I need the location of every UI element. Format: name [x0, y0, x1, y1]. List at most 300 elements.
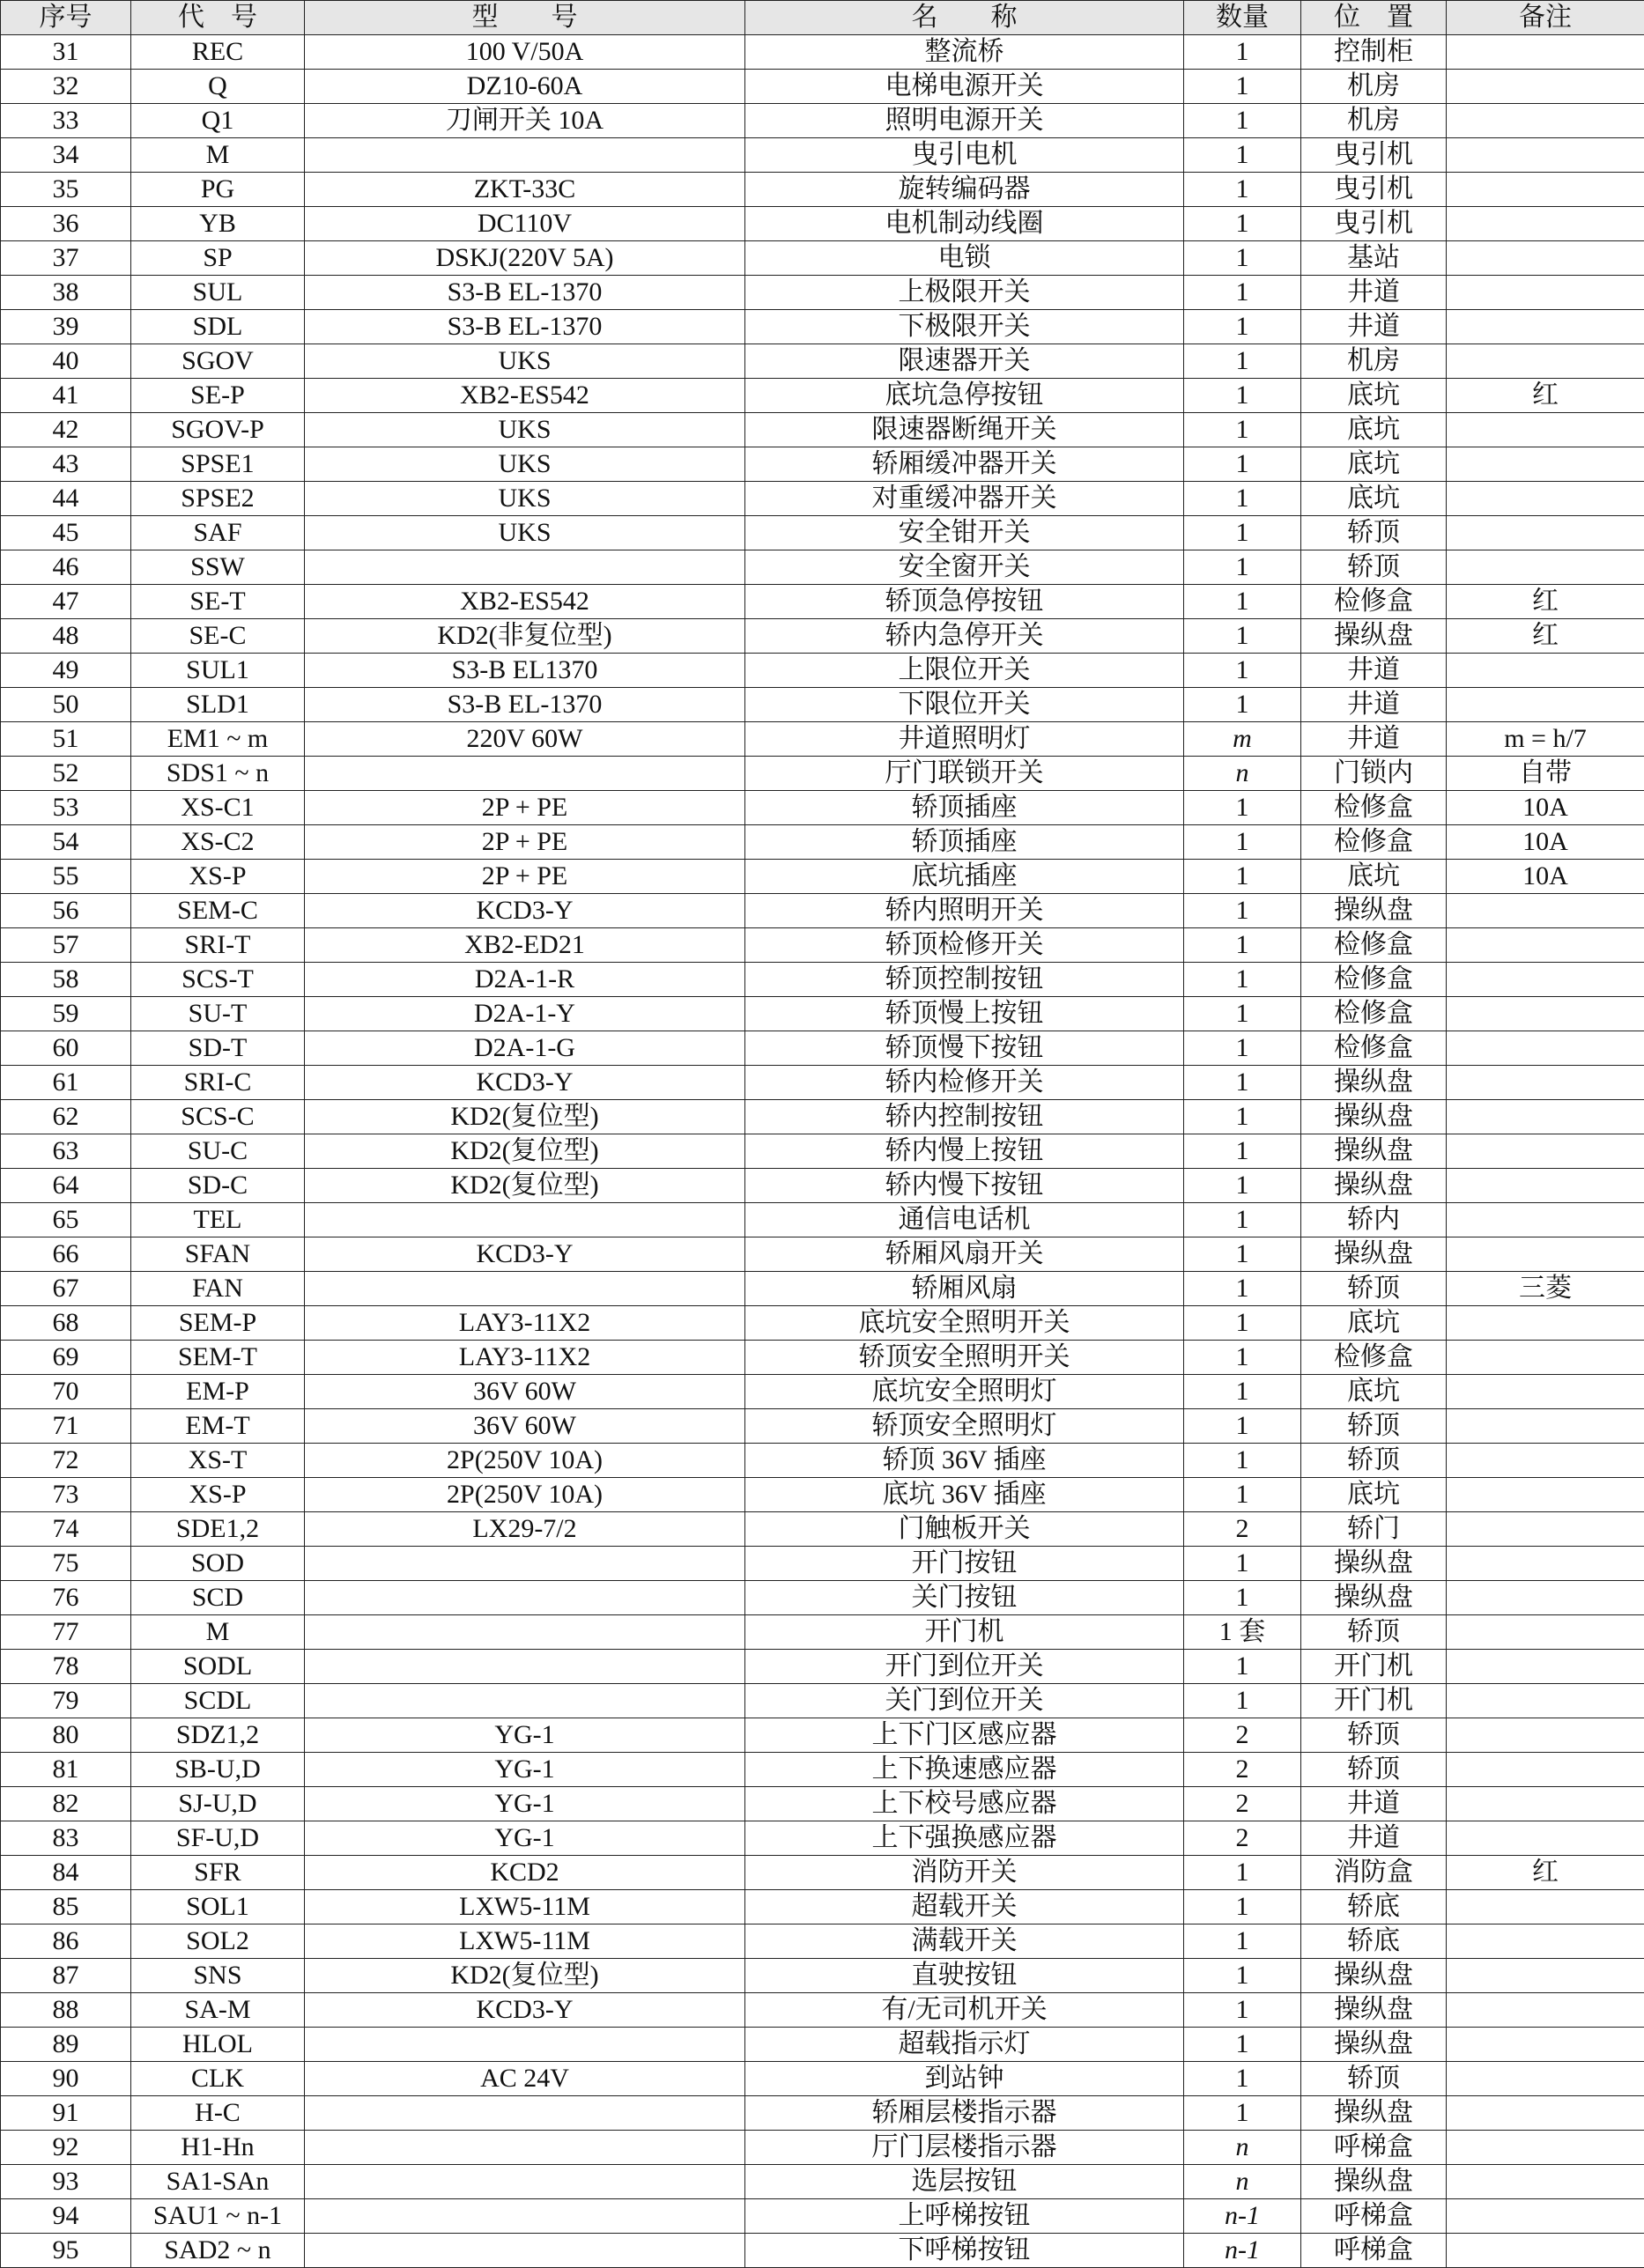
- row-index: 76: [1, 1581, 131, 1615]
- table-row: [1, 1478, 1644, 1512]
- row-quantity: 1: [1184, 1547, 1301, 1581]
- row-quantity: 1: [1184, 585, 1301, 619]
- row-quantity: 1: [1184, 1237, 1301, 1272]
- table-row: [1, 413, 1644, 447]
- row-code: Q1: [131, 104, 305, 138]
- row-remark: [1447, 35, 1644, 70]
- row-name: 底坑安全照明灯: [745, 1375, 1184, 1409]
- row-name: 安全钳开关: [745, 516, 1184, 550]
- row-remark: 红: [1447, 619, 1644, 654]
- row-model: KCD3-Y: [305, 1066, 745, 1100]
- row-model: 36V 60W: [305, 1375, 745, 1409]
- row-name: 旋转编码器: [745, 173, 1184, 207]
- row-quantity: 1: [1184, 1444, 1301, 1478]
- row-quantity: 1: [1184, 894, 1301, 928]
- row-model: D2A-1-R: [305, 963, 745, 997]
- row-location: 底坑: [1301, 1306, 1447, 1341]
- row-quantity: n: [1184, 757, 1301, 791]
- row-location: 操纵盘: [1301, 2028, 1447, 2062]
- row-code: SDE1,2: [131, 1512, 305, 1547]
- row-location: 操纵盘: [1301, 894, 1447, 928]
- row-name: 门触板开关: [745, 1512, 1184, 1547]
- row-model: 36V 60W: [305, 1409, 745, 1444]
- row-location: 控制柜: [1301, 35, 1447, 70]
- row-remark: 红: [1447, 1856, 1644, 1890]
- row-code: EM-T: [131, 1409, 305, 1444]
- row-location: 机房: [1301, 344, 1447, 379]
- row-index: 66: [1, 1237, 131, 1272]
- row-code: SU-C: [131, 1134, 305, 1169]
- row-code: SDS1 ~ n: [131, 757, 305, 791]
- row-name: 底坑安全照明开关: [745, 1306, 1184, 1341]
- row-location: 轿顶: [1301, 2062, 1447, 2096]
- row-location: 呼梯盒: [1301, 2234, 1447, 2268]
- row-name: 轿内急停开关: [745, 619, 1184, 654]
- row-code: CLK: [131, 2062, 305, 2096]
- row-name: 关门按钮: [745, 1581, 1184, 1615]
- row-location: 井道: [1301, 654, 1447, 688]
- row-quantity: 1: [1184, 1203, 1301, 1237]
- row-model: LX29-7/2: [305, 1512, 745, 1547]
- row-model: YG-1: [305, 1718, 745, 1753]
- row-code: SOL1: [131, 1890, 305, 1924]
- table-row: [1, 207, 1644, 241]
- row-name: 轿顶插座: [745, 825, 1184, 860]
- row-name: 上下强换感应器: [745, 1821, 1184, 1856]
- row-model: [305, 1615, 745, 1650]
- table-row: [1, 2199, 1644, 2234]
- row-index: 52: [1, 757, 131, 791]
- row-remark: [1447, 1375, 1644, 1409]
- row-index: 68: [1, 1306, 131, 1341]
- table-row: [1, 1615, 1644, 1650]
- row-name: 电机制动线圈: [745, 207, 1184, 241]
- row-model: LAY3-11X2: [305, 1341, 745, 1375]
- row-code: SB-U,D: [131, 1753, 305, 1787]
- row-index: 55: [1, 860, 131, 894]
- table-row: [1, 1753, 1644, 1787]
- row-name: 轿厢缓冲器开关: [745, 447, 1184, 482]
- row-remark: 10A: [1447, 791, 1644, 825]
- row-code: SPSE2: [131, 482, 305, 516]
- row-location: 操纵盘: [1301, 2096, 1447, 2131]
- header-model: 型 号: [305, 1, 745, 35]
- row-location: 门锁内: [1301, 757, 1447, 791]
- table-row: [1, 1512, 1644, 1547]
- row-location: 消防盒: [1301, 1856, 1447, 1890]
- row-remark: [1447, 241, 1644, 276]
- row-quantity: 1: [1184, 276, 1301, 310]
- row-remark: m = h/7: [1447, 722, 1644, 757]
- row-index: 46: [1, 550, 131, 585]
- table-row: [1, 1924, 1644, 1959]
- row-model: 刀闸开关 10A: [305, 104, 745, 138]
- row-name: 限速器断绳开关: [745, 413, 1184, 447]
- row-name: 底坑急停按钮: [745, 379, 1184, 413]
- row-model: S3-B EL-1370: [305, 688, 745, 722]
- row-index: 72: [1, 1444, 131, 1478]
- row-model: [305, 2199, 745, 2234]
- row-remark: [1447, 2234, 1644, 2268]
- row-quantity: 1: [1184, 310, 1301, 344]
- row-code: XS-P: [131, 860, 305, 894]
- row-index: 70: [1, 1375, 131, 1409]
- row-index: 32: [1, 70, 131, 104]
- table-row: [1, 1856, 1644, 1890]
- row-code: SCDL: [131, 1684, 305, 1718]
- row-model: 2P(250V 10A): [305, 1478, 745, 1512]
- header-name: 名 称: [745, 1, 1184, 35]
- table-row: [1, 310, 1644, 344]
- row-model: KD2(复位型): [305, 1169, 745, 1203]
- row-model: D2A-1-G: [305, 1031, 745, 1066]
- row-model: 2P(250V 10A): [305, 1444, 745, 1478]
- row-name: 轿内控制按钮: [745, 1100, 1184, 1134]
- table-row: [1, 1375, 1644, 1409]
- row-location: 底坑: [1301, 1375, 1447, 1409]
- row-code: SFR: [131, 1856, 305, 1890]
- row-location: 机房: [1301, 70, 1447, 104]
- row-remark: [1447, 1890, 1644, 1924]
- row-model: KCD3-Y: [305, 1237, 745, 1272]
- row-index: 31: [1, 35, 131, 70]
- row-location: 检修盒: [1301, 1341, 1447, 1375]
- row-quantity: 1: [1184, 963, 1301, 997]
- row-location: 井道: [1301, 276, 1447, 310]
- row-model: [305, 2028, 745, 2062]
- row-location: 开门机: [1301, 1684, 1447, 1718]
- row-remark: [1447, 928, 1644, 963]
- table-row: [1, 1650, 1644, 1684]
- row-remark: [1447, 1753, 1644, 1787]
- row-remark: [1447, 516, 1644, 550]
- row-quantity: 1: [1184, 550, 1301, 585]
- row-model: [305, 1547, 745, 1581]
- table-row: [1, 688, 1644, 722]
- row-remark: [1447, 1547, 1644, 1581]
- row-name: 超载开关: [745, 1890, 1184, 1924]
- row-code: SDL: [131, 310, 305, 344]
- row-location: 曳引机: [1301, 138, 1447, 173]
- row-name: 轿顶慢下按钮: [745, 1031, 1184, 1066]
- table-row: [1, 482, 1644, 516]
- row-index: 94: [1, 2199, 131, 2234]
- row-location: 轿顶: [1301, 1444, 1447, 1478]
- row-index: 38: [1, 276, 131, 310]
- row-code: XS-C1: [131, 791, 305, 825]
- row-remark: [1447, 207, 1644, 241]
- table-row: [1, 35, 1644, 70]
- row-code: SSW: [131, 550, 305, 585]
- row-model: [305, 550, 745, 585]
- row-model: [305, 1581, 745, 1615]
- row-model: [305, 2131, 745, 2165]
- table-row: [1, 1237, 1644, 1272]
- table-row: [1, 1306, 1644, 1341]
- row-model: LXW5-11M: [305, 1890, 745, 1924]
- row-location: 底坑: [1301, 860, 1447, 894]
- row-model: S3-B EL-1370: [305, 310, 745, 344]
- row-name: 轿内照明开关: [745, 894, 1184, 928]
- row-remark: 红: [1447, 585, 1644, 619]
- row-quantity: 2: [1184, 1512, 1301, 1547]
- row-name: 对重缓冲器开关: [745, 482, 1184, 516]
- row-location: 检修盒: [1301, 1031, 1447, 1066]
- row-model: 2P + PE: [305, 791, 745, 825]
- row-location: 井道: [1301, 1821, 1447, 1856]
- row-quantity: 1: [1184, 928, 1301, 963]
- row-remark: [1447, 963, 1644, 997]
- row-location: 呼梯盒: [1301, 2131, 1447, 2165]
- row-model: DSKJ(220V 5A): [305, 241, 745, 276]
- row-location: 轿顶: [1301, 550, 1447, 585]
- row-location: 轿底: [1301, 1890, 1447, 1924]
- table-row: [1, 894, 1644, 928]
- row-code: Q: [131, 70, 305, 104]
- row-remark: [1447, 70, 1644, 104]
- row-name: 轿顶 36V 插座: [745, 1444, 1184, 1478]
- table-row: [1, 1993, 1644, 2028]
- row-remark: [1447, 1100, 1644, 1134]
- row-index: 69: [1, 1341, 131, 1375]
- row-code: SPSE1: [131, 447, 305, 482]
- row-location: 操纵盘: [1301, 1066, 1447, 1100]
- row-index: 41: [1, 379, 131, 413]
- row-remark: [1447, 1169, 1644, 1203]
- row-index: 64: [1, 1169, 131, 1203]
- row-remark: [1447, 1341, 1644, 1375]
- table-row: [1, 1066, 1644, 1100]
- row-index: 74: [1, 1512, 131, 1547]
- row-index: 53: [1, 791, 131, 825]
- row-quantity: 1: [1184, 654, 1301, 688]
- row-model: 2P + PE: [305, 825, 745, 860]
- row-location: 轿门: [1301, 1512, 1447, 1547]
- row-code: SDZ1,2: [131, 1718, 305, 1753]
- row-index: 61: [1, 1066, 131, 1100]
- row-remark: [1447, 482, 1644, 516]
- row-quantity: 1: [1184, 1134, 1301, 1169]
- table-row: [1, 585, 1644, 619]
- header-location: 位 置: [1301, 1, 1447, 35]
- row-code: XS-P: [131, 1478, 305, 1512]
- row-code: SEM-P: [131, 1306, 305, 1341]
- row-name: 厅门层楼指示器: [745, 2131, 1184, 2165]
- row-location: 操纵盘: [1301, 1993, 1447, 2028]
- row-index: 90: [1, 2062, 131, 2096]
- table-row: [1, 963, 1644, 997]
- row-location: 基站: [1301, 241, 1447, 276]
- row-remark: [1447, 2199, 1644, 2234]
- row-name: 轿内慢下按钮: [745, 1169, 1184, 1203]
- table-row: [1, 1684, 1644, 1718]
- row-name: 轿顶急停按钮: [745, 585, 1184, 619]
- row-model: AC 24V: [305, 2062, 745, 2096]
- row-index: 34: [1, 138, 131, 173]
- row-remark: [1447, 1478, 1644, 1512]
- row-remark: [1447, 1924, 1644, 1959]
- row-code: SP: [131, 241, 305, 276]
- row-remark: [1447, 447, 1644, 482]
- row-index: 50: [1, 688, 131, 722]
- row-remark: [1447, 1409, 1644, 1444]
- row-location: 操纵盘: [1301, 1134, 1447, 1169]
- row-quantity: 1: [1184, 997, 1301, 1031]
- table-row: [1, 1169, 1644, 1203]
- row-model: 100 V/50A: [305, 35, 745, 70]
- row-code: SRI-C: [131, 1066, 305, 1100]
- row-index: 56: [1, 894, 131, 928]
- row-quantity: n-1: [1184, 2199, 1301, 2234]
- row-remark: [1447, 2062, 1644, 2096]
- row-location: 底坑: [1301, 413, 1447, 447]
- row-code: EM1 ~ m: [131, 722, 305, 757]
- row-remark: [1447, 1306, 1644, 1341]
- table-row: [1, 1341, 1644, 1375]
- row-index: 63: [1, 1134, 131, 1169]
- row-location: 检修盒: [1301, 928, 1447, 963]
- row-location: 机房: [1301, 104, 1447, 138]
- row-index: 82: [1, 1787, 131, 1821]
- row-code: SAD2 ~ n: [131, 2234, 305, 2268]
- row-remark: [1447, 1203, 1644, 1237]
- row-quantity: 2: [1184, 1718, 1301, 1753]
- row-model: S3-B EL1370: [305, 654, 745, 688]
- row-quantity: 1: [1184, 516, 1301, 550]
- table-row: [1, 173, 1644, 207]
- row-name: 轿内检修开关: [745, 1066, 1184, 1100]
- row-model: D2A-1-Y: [305, 997, 745, 1031]
- row-name: 消防开关: [745, 1856, 1184, 1890]
- row-remark: [1447, 1237, 1644, 1272]
- row-quantity: 1: [1184, 35, 1301, 70]
- row-remark: [1447, 413, 1644, 447]
- table-row: [1, 379, 1644, 413]
- row-name: 曳引电机: [745, 138, 1184, 173]
- row-model: KD2(非复位型): [305, 619, 745, 654]
- row-quantity: 1: [1184, 379, 1301, 413]
- row-name: 上极限开关: [745, 276, 1184, 310]
- row-quantity: 1: [1184, 1890, 1301, 1924]
- row-remark: [1447, 1821, 1644, 1856]
- row-index: 85: [1, 1890, 131, 1924]
- row-location: 井道: [1301, 1787, 1447, 1821]
- row-location: 轿顶: [1301, 1718, 1447, 1753]
- row-name: 轿厢风扇开关: [745, 1237, 1184, 1272]
- row-model: LXW5-11M: [305, 1924, 745, 1959]
- row-code: TEL: [131, 1203, 305, 1237]
- row-index: 89: [1, 2028, 131, 2062]
- row-quantity: 1: [1184, 1409, 1301, 1444]
- row-name: 厅门联锁开关: [745, 757, 1184, 791]
- row-index: 92: [1, 2131, 131, 2165]
- row-code: SD-C: [131, 1169, 305, 1203]
- row-index: 59: [1, 997, 131, 1031]
- row-name: 轿顶安全照明开关: [745, 1341, 1184, 1375]
- row-code: SF-U,D: [131, 1821, 305, 1856]
- row-index: 37: [1, 241, 131, 276]
- row-quantity: 1: [1184, 791, 1301, 825]
- row-name: 限速器开关: [745, 344, 1184, 379]
- row-model: YG-1: [305, 1821, 745, 1856]
- header-row: [1, 1, 1644, 35]
- row-name: 轿内慢上按钮: [745, 1134, 1184, 1169]
- row-quantity: 1: [1184, 104, 1301, 138]
- row-remark: [1447, 1787, 1644, 1821]
- row-remark: [1447, 1993, 1644, 2028]
- row-code: YB: [131, 207, 305, 241]
- row-quantity: 1: [1184, 1856, 1301, 1890]
- row-code: PG: [131, 173, 305, 207]
- row-index: 71: [1, 1409, 131, 1444]
- row-code: SD-T: [131, 1031, 305, 1066]
- table-row: [1, 1203, 1644, 1237]
- row-index: 88: [1, 1993, 131, 2028]
- table-row: [1, 138, 1644, 173]
- row-model: XB2-ES542: [305, 379, 745, 413]
- table-row: [1, 550, 1644, 585]
- row-index: 45: [1, 516, 131, 550]
- row-remark: [1447, 1581, 1644, 1615]
- table-row: [1, 1444, 1644, 1478]
- row-quantity: 1: [1184, 1650, 1301, 1684]
- row-quantity: 1: [1184, 1100, 1301, 1134]
- row-index: 73: [1, 1478, 131, 1512]
- row-model: UKS: [305, 516, 745, 550]
- table-row: [1, 2165, 1644, 2199]
- row-code: REC: [131, 35, 305, 70]
- row-model: [305, 757, 745, 791]
- row-location: 底坑: [1301, 482, 1447, 516]
- table-row: [1, 791, 1644, 825]
- row-index: 44: [1, 482, 131, 516]
- row-name: 底坑 36V 插座: [745, 1478, 1184, 1512]
- row-quantity: 1: [1184, 1169, 1301, 1203]
- table-header: [1, 1, 1644, 35]
- row-name: 超载指示灯: [745, 2028, 1184, 2062]
- row-quantity: 1: [1184, 619, 1301, 654]
- row-remark: 自带: [1447, 757, 1644, 791]
- row-quantity: n: [1184, 2131, 1301, 2165]
- row-quantity: 1: [1184, 1066, 1301, 1100]
- row-remark: [1447, 344, 1644, 379]
- row-name: 整流桥: [745, 35, 1184, 70]
- row-index: 49: [1, 654, 131, 688]
- row-location: 井道: [1301, 688, 1447, 722]
- row-quantity: 1: [1184, 241, 1301, 276]
- row-index: 91: [1, 2096, 131, 2131]
- row-quantity: 1: [1184, 1375, 1301, 1409]
- row-model: KD2(复位型): [305, 1134, 745, 1169]
- row-index: 43: [1, 447, 131, 482]
- row-location: 底坑: [1301, 379, 1447, 413]
- row-name: 轿顶插座: [745, 791, 1184, 825]
- table-row: [1, 1890, 1644, 1924]
- row-quantity: n: [1184, 2165, 1301, 2199]
- row-code: SUL: [131, 276, 305, 310]
- row-index: 75: [1, 1547, 131, 1581]
- row-code: SEM-C: [131, 894, 305, 928]
- row-location: 操纵盘: [1301, 2165, 1447, 2199]
- row-model: KCD3-Y: [305, 1993, 745, 2028]
- row-location: 操纵盘: [1301, 1100, 1447, 1134]
- row-index: 67: [1, 1272, 131, 1306]
- row-quantity: 1: [1184, 1306, 1301, 1341]
- row-code: SAF: [131, 516, 305, 550]
- row-remark: [1447, 104, 1644, 138]
- table-row: [1, 1959, 1644, 1993]
- row-location: 井道: [1301, 310, 1447, 344]
